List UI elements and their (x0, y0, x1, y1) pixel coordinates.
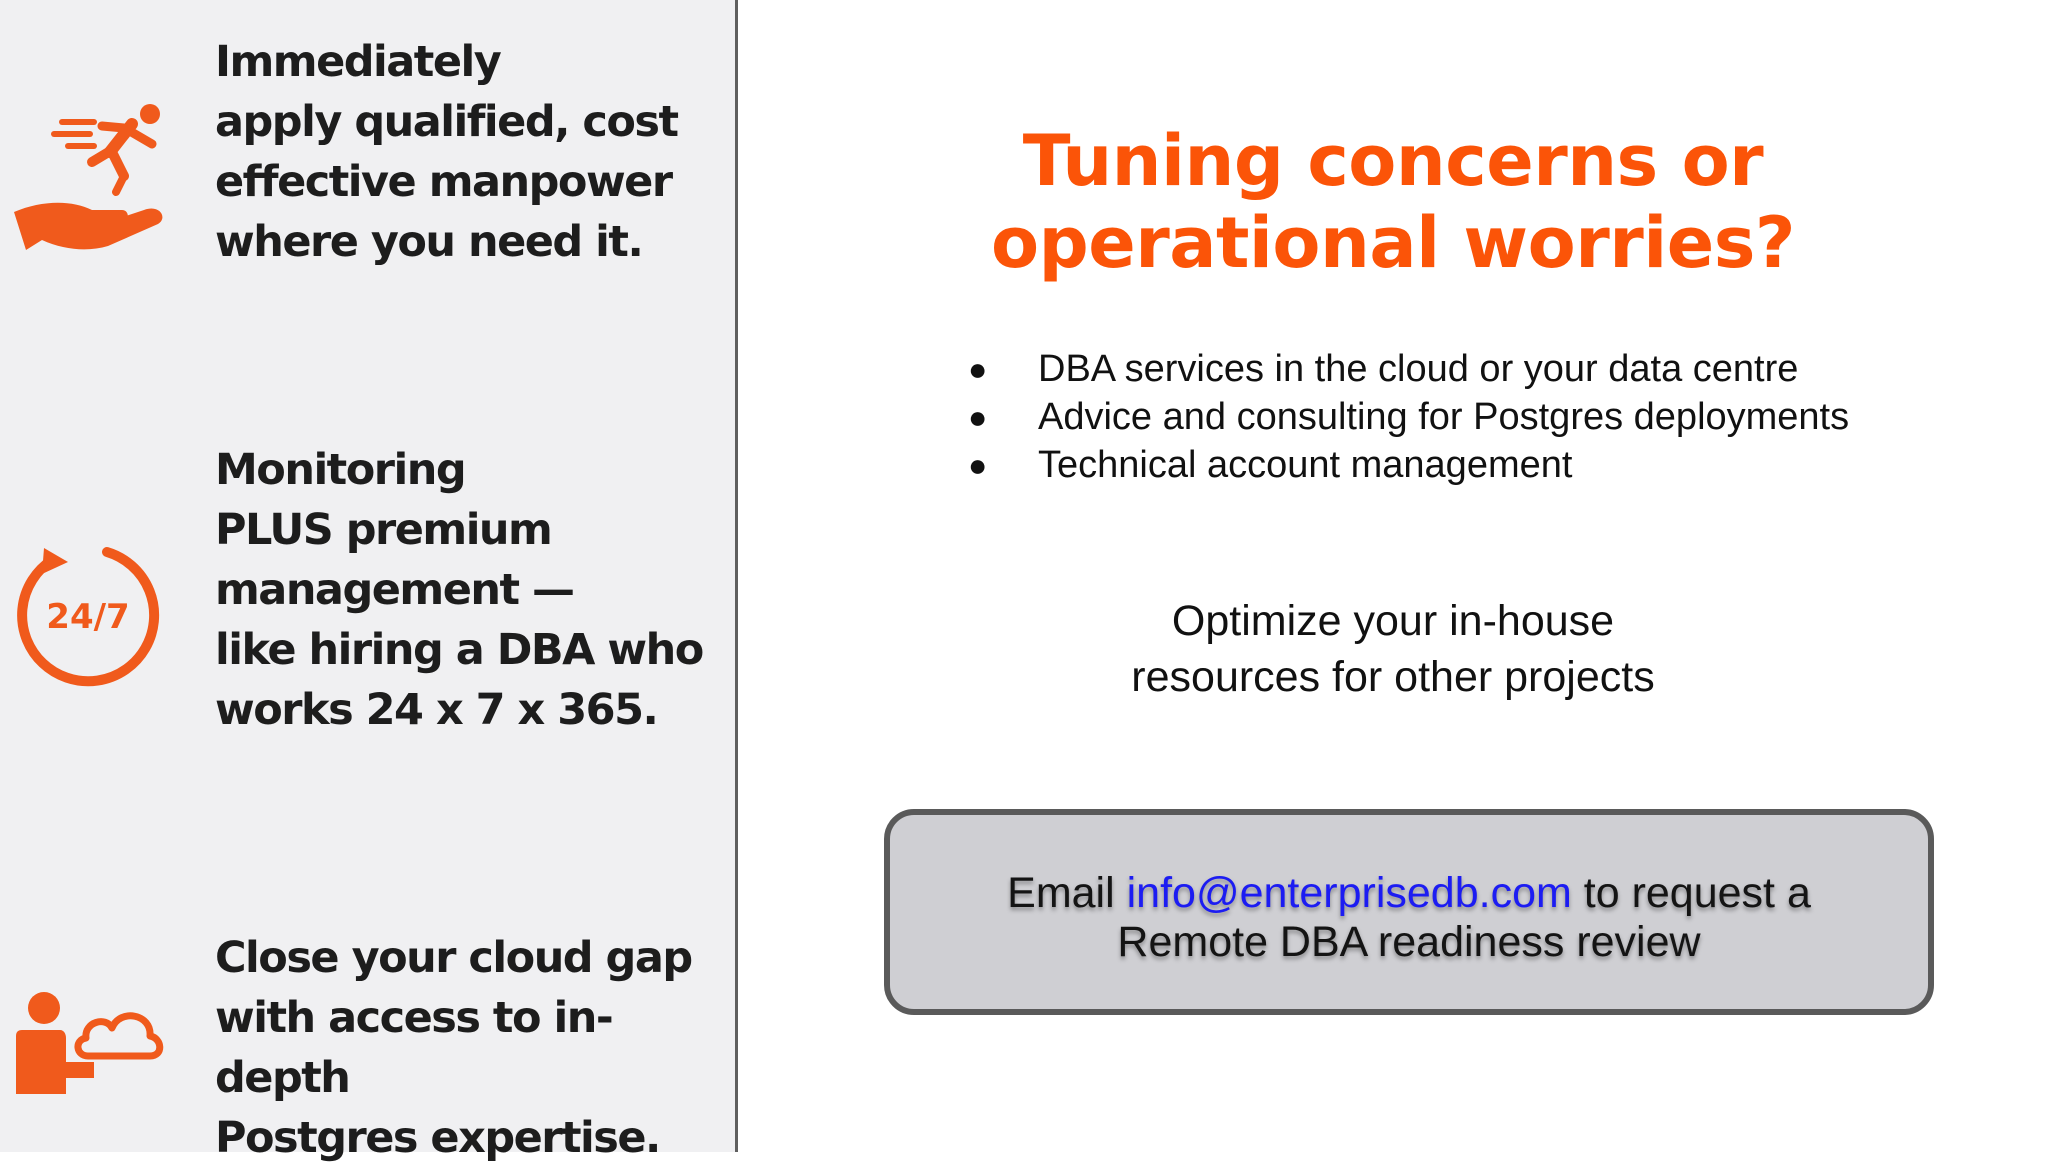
bullet-icon: ● (968, 351, 988, 387)
person-cloud-icon (12, 990, 172, 1100)
features-panel (0, 0, 738, 1163)
cta-line2: Remote DBA readiness review (1117, 918, 1701, 966)
clock-label: 24/7 (46, 597, 130, 637)
email-link[interactable]: info@enterprisedb.com (1126, 869, 1572, 917)
list-item (968, 441, 1849, 489)
cta-box (884, 809, 1934, 1015)
list-item (968, 345, 1849, 393)
cta-prefix: Email (1007, 869, 1127, 917)
bullet-icon: ● (968, 399, 988, 435)
list-item (968, 393, 1849, 441)
running-person-on-hand-icon (12, 100, 172, 250)
cta-suffix: to request a (1571, 869, 1811, 917)
list-item-text: Advice and consulting for Postgres deployments (1038, 396, 1850, 438)
content-panel (738, 0, 2048, 1152)
bullet-icon: ● (968, 447, 988, 483)
list-item-text: DBA services in the cloud or your data centre (1038, 348, 1799, 390)
clock-24-7-icon (12, 540, 172, 690)
feature-text: Immediately apply qualified, cost effective manpower where you need it. (215, 37, 678, 267)
list-item-text: Technical account management (1038, 444, 1573, 486)
feature-text: Close your cloud gap with access to in-depth Postgres expertise. (215, 933, 692, 1163)
subtitle: Optimize your in-house resources for other projects (1131, 597, 1655, 701)
page-title: Tuning concerns or operational worries? (991, 120, 1795, 284)
services-list (968, 345, 1849, 489)
feature-text: Monitoring PLUS premium management — like hiring a DBA who works 24 x 7 x 365. (215, 445, 703, 735)
